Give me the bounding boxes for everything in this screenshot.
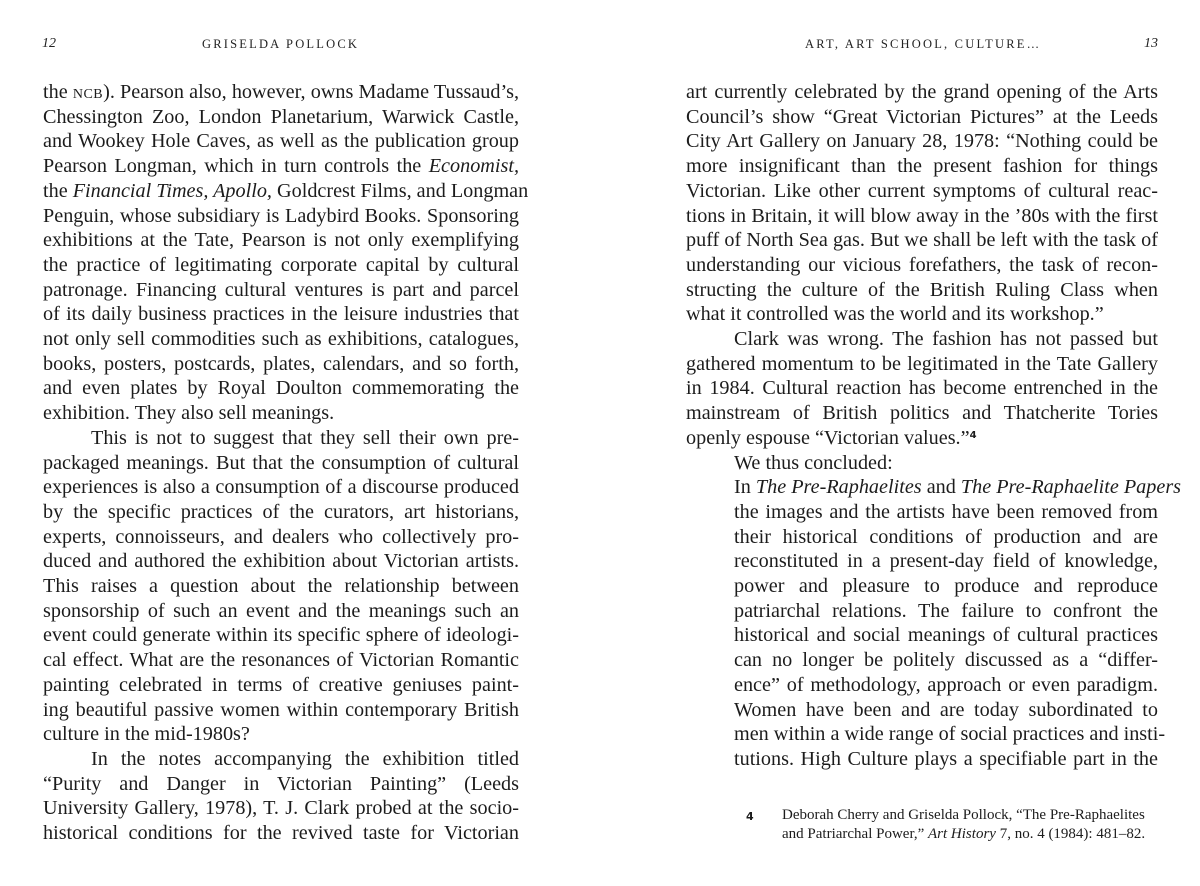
italic-title: Financial Times, Apollo,: [72, 179, 272, 202]
text-line: Pearson Longman, which in turn controls the Economist,: [43, 155, 519, 178]
blockquote-line: historical and social meanings of cultural practices: [734, 624, 1158, 647]
blockquote-line: In The Pre-Raphaelites and The Pre-Raphaelite Papers: [734, 476, 1182, 499]
text-line: exhibitions at the Tate, Pearson is not only exemplifying: [43, 229, 519, 252]
text-line: gathered momentum to be legitimated in the Tate Gallery: [686, 352, 1158, 375]
text-line: more insignificant than the present fashion for things: [686, 155, 1158, 178]
text-line: ing beautiful passive women within contemporary British: [43, 698, 519, 721]
text-line: experiences is also a consumption of a discourse produced: [43, 476, 519, 499]
text-line: by the specific practices of the curators, art historians,: [43, 500, 519, 523]
text-line: what it controlled was the world and its workshop.”: [686, 303, 1104, 326]
text-line: City Art Gallery on January 28, 1978: “Nothing could be: [686, 130, 1158, 153]
text-line: art currently celebrated by the grand opening of the Arts: [686, 81, 1158, 103]
paragraph-start-line: Clark was wrong. The fashion has not passed but: [734, 328, 1158, 351]
footnote-reference[interactable]: 4: [969, 429, 977, 441]
running-head-chapter: ART, ART SCHOOL, CULTURE…: [805, 37, 1042, 51]
blockquote-line: men within a wide range of social practices and insti-: [734, 723, 1166, 746]
blockquote-line: tutions. High Culture plays a specifiable part in the: [734, 747, 1158, 770]
text-line: Council’s show “Great Victorian Pictures” at the Leeds: [686, 105, 1158, 128]
text-line: event could generate within its specific sphere of ideologi-: [43, 624, 519, 647]
text-line: books, posters, postcards, plates, calendars, and so forth,: [43, 352, 519, 375]
text-line: of its daily business practices in the leisure industries that: [43, 303, 519, 326]
text-line: openly espouse “Victorian values.”$^4$: [686, 426, 977, 449]
page-number: 12: [42, 36, 56, 51]
body-text: [43, 80, 529, 846]
text-line: duced and authored the exhibition about Victorian artists.: [43, 550, 519, 573]
running-head-author: GRISELDA POLLOCK: [202, 37, 360, 51]
text-line: mainstream of British politics and Thatcherite Tories: [686, 402, 1158, 425]
paragraph-start-line: In the notes accompanying the exhibition titled: [91, 747, 519, 770]
text-line: the practice of legitimating corporate capital by cultural: [43, 253, 519, 276]
italic-title: Economist,: [428, 155, 519, 178]
blockquote-line: power and pleasure to produce and reproduce: [734, 575, 1158, 598]
small-caps-abbreviation: ncb: [72, 81, 104, 103]
text-line: understanding our vicious forefathers, the task of recon-: [686, 253, 1158, 276]
text-line: and even plates by Royal Doulton commemorating the: [43, 377, 519, 400]
paragraph-start-line: We thus concluded:: [734, 451, 893, 474]
text-line: Penguin, whose subsidiary is Ladybird Books. Sponsoring: [43, 204, 519, 227]
blockquote-line: ence” of methodology, approach or even paradigm.: [734, 673, 1158, 696]
text-line: “Purity and Danger in Victorian Painting” (Leeds: [43, 772, 519, 795]
paragraph-start-line: This is not to suggest that they sell their own pre-: [91, 426, 519, 449]
text-line: the Financial Times, Apollo, Goldcrest Films, and Longman: [43, 179, 529, 202]
right-page: [600, 0, 1200, 886]
text-line: This raises a question about the relationship between: [43, 575, 519, 598]
blockquote-line: patriarchal relations. The failure to confront the: [734, 599, 1158, 622]
text-line: historical conditions for the revived taste for Victorian: [43, 822, 519, 845]
text-line: University Gallery, 1978), T. J. Clark probed at the socio-: [43, 797, 519, 820]
text-line: packaged meanings. But that the consumption of cultural: [43, 451, 519, 474]
text-line: experts, connoisseurs, and dealers who collectively pro-: [43, 525, 519, 548]
text-line: cal effect. What are the resonances of Victorian Romantic: [43, 649, 519, 672]
text-line: Chessington Zoo, London Planetarium, Warwick Castle,: [43, 105, 519, 128]
blockquote-line: the images and the artists have been removed from: [734, 500, 1158, 523]
footnote-number: 4: [746, 810, 754, 823]
text-line: patronage. Financing cultural ventures is part and parcel: [43, 278, 519, 301]
blockquote-line: Women have been and are today subordinated to: [734, 698, 1158, 721]
text-line: the ncb). Pearson also, however, owns Madame Tussaud’s,: [43, 81, 519, 103]
text-line: Victorian. Like other current symptoms of cultural reac-: [686, 179, 1158, 202]
text-line: tions in Britain, it will blow away in the ’80s with the first: [686, 204, 1158, 227]
text-line: sponsorship of such an event and the meanings such an: [43, 599, 519, 622]
blockquote-line: can no longer be politely discussed as a “differ-: [734, 649, 1158, 672]
blockquote-line: their historical conditions of production and are: [734, 525, 1158, 548]
italic-journal-title: Art History: [928, 826, 996, 842]
footnote: [746, 806, 1156, 844]
text-line: puff of North Sea gas. But we shall be left with the task of: [686, 229, 1158, 252]
text-line: exhibition. They also sell meanings.: [43, 402, 335, 425]
italic-title: The Pre-Raphaelites: [755, 476, 922, 499]
footnote-line: Deborah Cherry and Griselda Pollock, “The Pre-Raphaelites: [782, 807, 1145, 823]
page-number: 13: [1144, 36, 1158, 51]
blockquote-line: reconstituted in a present-day field of knowledge,: [734, 550, 1158, 573]
text-line: culture in the mid-1980s?: [43, 723, 250, 746]
text-line: not only sell commodities such as exhibitions, catalogues,: [43, 328, 519, 351]
footnote-line: and Patriarchal Power,” Art History 7, no. 4 (1984): 481–82.: [782, 826, 1146, 842]
text-line: and Wookey Hole Caves, as well as the publication group: [43, 130, 519, 153]
body-text: [686, 80, 1182, 772]
text-line: in 1984. Cultural reaction has become entrenched in the: [686, 377, 1158, 400]
text-line: structing the culture of the British Ruling Class when: [686, 278, 1158, 301]
footnote-text: [782, 806, 1156, 844]
italic-title: The Pre-Raphaelite Papers: [960, 476, 1182, 499]
text-line: painting celebrated in terms of creative geniuses paint-: [43, 673, 519, 696]
